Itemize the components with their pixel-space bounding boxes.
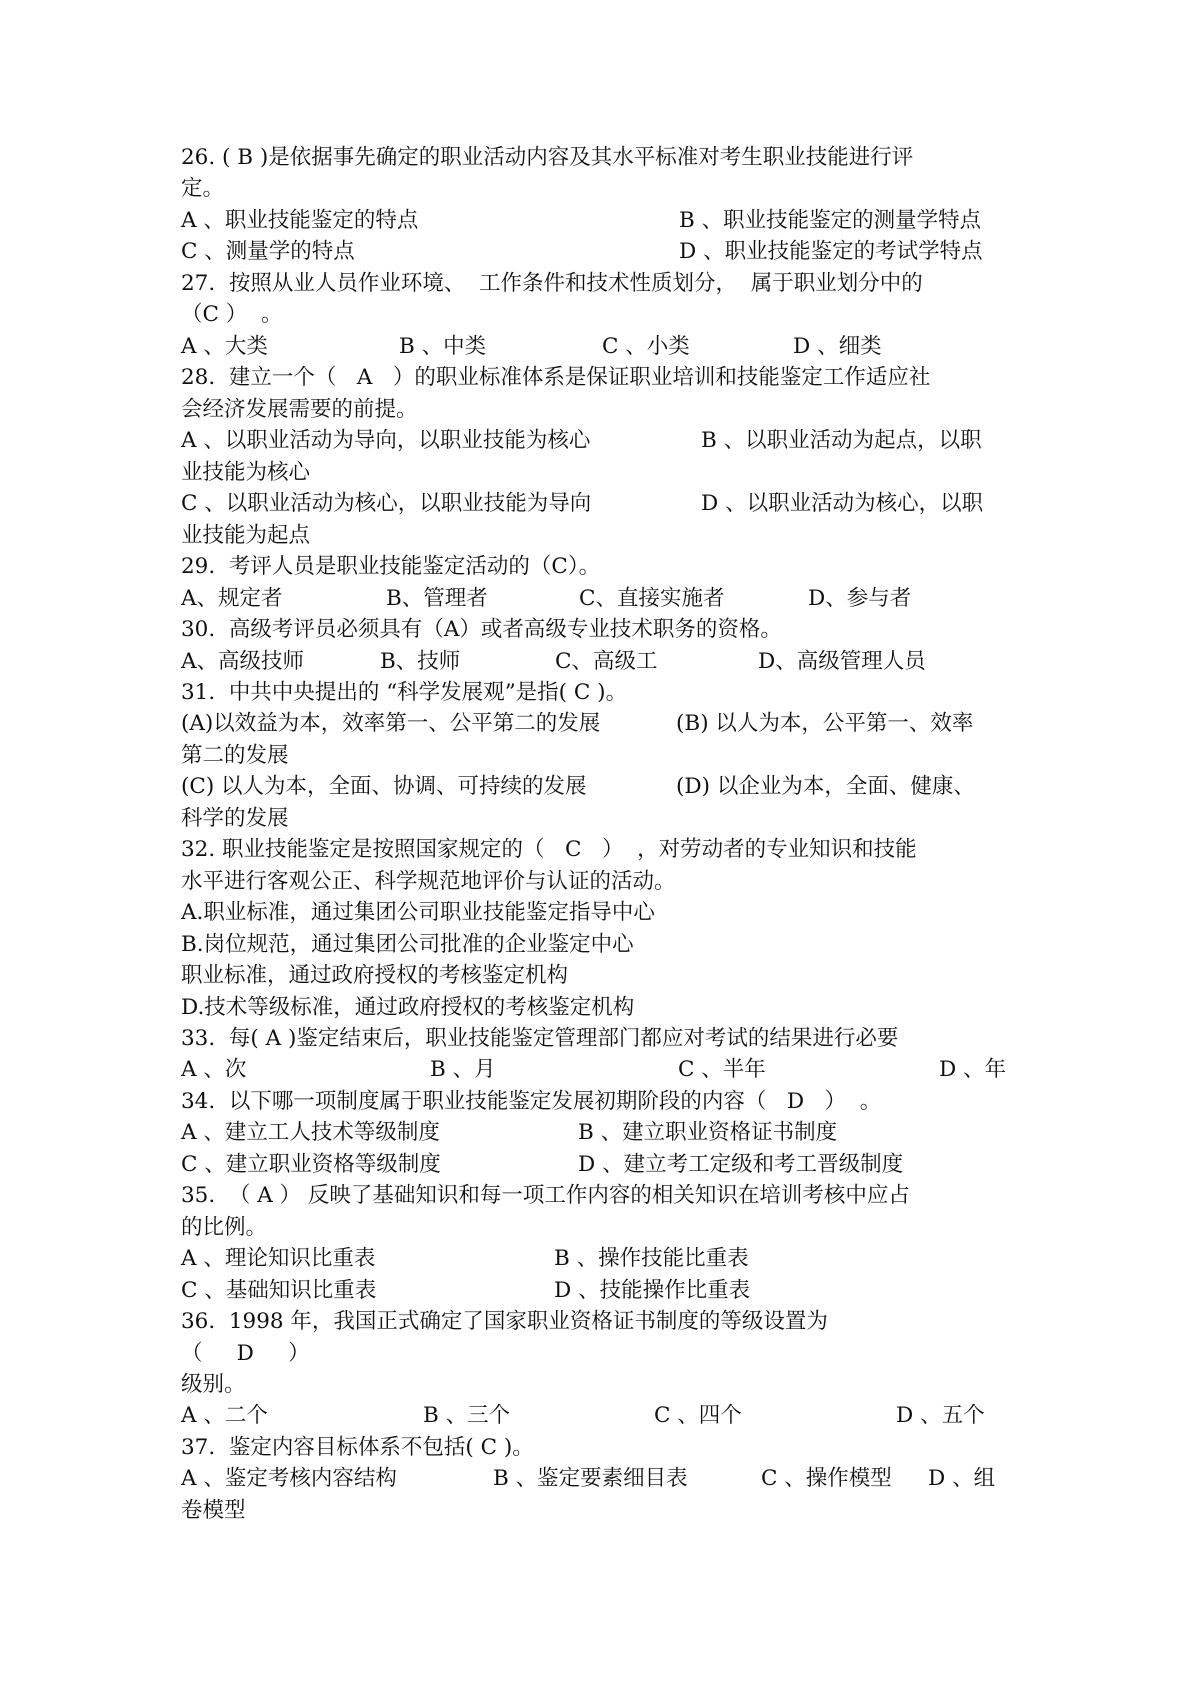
option-a: A、高级技师 <box>181 649 305 674</box>
option-d: D 、以职业活动为核心，以职 <box>701 491 984 516</box>
question-30-stem: 30. 高级考评员必须具有（A）或者高级专业技术职务的资格。 <box>181 617 782 642</box>
question-27-stem-cont: （C ） 。 <box>181 302 283 327</box>
option-d: D 、细类 <box>793 334 882 359</box>
option-a: A 、理论知识比重表 <box>181 1246 376 1271</box>
question-36-stem-blank: （ D ） <box>181 1341 310 1366</box>
question-31-options-row-2 <box>181 771 975 802</box>
option-c: C 、测量学的特点 <box>181 239 355 264</box>
question-33-stem: 33. 每( A )鉴定结束后，职业技能鉴定管理部门都应对考试的结果进行必要 <box>181 1026 899 1051</box>
question-31-option-d-cont: 科学的发展 <box>181 806 289 831</box>
question-26-options-row-2 <box>181 236 983 267</box>
option-d: D 、建立考工定级和考工晋级制度 <box>578 1152 904 1177</box>
question-32-option-a: A.职业标准，通过集团公司职业技能鉴定指导中心 <box>181 900 655 925</box>
option-c: C 、操作模型 <box>761 1466 892 1491</box>
option-c: C 、半年 <box>678 1057 766 1082</box>
option-d: D、参与者 <box>808 586 912 611</box>
question-27-stem: 27. 按照从业人员作业环境、 工作条件和技术性质划分， 属于职业划分中的 <box>181 271 923 296</box>
question-29-stem: 29. 考评人员是职业技能鉴定活动的（C）。 <box>181 554 601 579</box>
option-a: (A)以效益为本，效率第一、公平第二的发展 <box>181 711 601 736</box>
option-b: B 、建立职业资格证书制度 <box>578 1120 838 1145</box>
question-34-options-row-1 <box>181 1117 838 1148</box>
option-d: D 、职业技能鉴定的考试学特点 <box>679 239 983 264</box>
option-d: D、高级管理人员 <box>758 649 926 674</box>
option-c: C、直接实施者 <box>579 586 725 611</box>
question-29-options <box>181 583 912 614</box>
option-d: D 、组 <box>928 1466 996 1491</box>
question-35-stem-cont: 的比例。 <box>181 1215 268 1240</box>
option-a: A、规定者 <box>181 586 283 611</box>
option-c: C 、基础知识比重表 <box>181 1278 377 1303</box>
option-b: B 、鉴定要素细目表 <box>493 1466 688 1491</box>
question-28-stem-cont: 会经济发展需要的前提。 <box>181 397 418 422</box>
question-26-stem-cont: 定。 <box>181 176 225 201</box>
question-28-option-d-cont: 业技能为起点 <box>181 523 311 548</box>
question-34-stem: 34. 以下哪一项制度属于职业技能鉴定发展初期阶段的内容（ D ） 。 <box>181 1089 882 1114</box>
option-c: C 、建立职业资格等级制度 <box>181 1152 441 1177</box>
question-32-option-b: B.岗位规范，通过集团公司批准的企业鉴定中心 <box>181 932 634 957</box>
option-a: A 、职业技能鉴定的特点 <box>181 208 419 233</box>
option-b: (B) 以人为本，公平第一、效率 <box>676 711 974 736</box>
option-a: A 、以职业活动为导向，以职业技能为核心 <box>181 428 591 453</box>
option-c: (C) 以人为本，全面、协调、可持续的发展 <box>181 774 587 799</box>
question-26-stem: 26. ( B )是依据事先确定的职业活动内容及其水平标准对考生职业技能进行评 <box>181 145 914 170</box>
question-36-stem: 36. 1998 年，我国正式确定了国家职业资格证书制度的等级设置为 <box>181 1309 828 1334</box>
option-d: D 、技能操作比重表 <box>554 1278 751 1303</box>
option-b: B 、操作技能比重表 <box>554 1246 749 1271</box>
option-d: D 、五个 <box>896 1403 985 1428</box>
question-32-option-d: D.技术等级标准，通过政府授权的考核鉴定机构 <box>181 995 635 1020</box>
option-b: B 、以职业活动为起点，以职 <box>701 428 982 453</box>
option-b: B 、三个 <box>423 1403 511 1428</box>
question-37-option-d-cont: 卷模型 <box>181 1498 246 1523</box>
question-28-options-row-2 <box>181 488 984 519</box>
option-c: C 、小类 <box>602 334 690 359</box>
option-a: A 、二个 <box>181 1403 268 1428</box>
option-a: A 、次 <box>181 1057 247 1082</box>
option-c: C 、四个 <box>654 1403 742 1428</box>
question-37-stem: 37. 鉴定内容目标体系不包括( C )。 <box>181 1435 534 1460</box>
question-32-stem-cont: 水平进行客观公正、科学规范地评价与认证的活动。 <box>181 869 676 894</box>
option-d: (D) 以企业为本，全面、健康、 <box>676 774 975 799</box>
question-36-options <box>181 1400 985 1431</box>
question-26-options-row-1 <box>181 205 982 236</box>
question-28-options-row-1 <box>181 425 982 456</box>
question-35-options-row-2 <box>181 1275 751 1306</box>
question-28-option-b-cont: 业技能为核心 <box>181 460 311 485</box>
option-c: C 、以职业活动为核心，以职业技能为导向 <box>181 491 592 516</box>
option-a: A 、鉴定考核内容结构 <box>181 1466 397 1491</box>
option-b: B 、职业技能鉴定的测量学特点 <box>679 208 982 233</box>
question-27-options <box>181 331 882 362</box>
option-a: A 、大类 <box>181 334 268 359</box>
question-33-options <box>181 1054 1007 1085</box>
option-d: D 、年 <box>939 1057 1007 1082</box>
question-31-options-row-1 <box>181 708 974 739</box>
option-a: A 、建立工人技术等级制度 <box>181 1120 440 1145</box>
question-31-stem: 31. 中共中央提出的 “科学发展观”是指( C )。 <box>181 680 628 705</box>
question-36-stem-cont: 级别。 <box>181 1372 246 1397</box>
question-35-options-row-1 <box>181 1243 749 1274</box>
option-b: B 、中类 <box>399 334 487 359</box>
question-30-options <box>181 646 926 677</box>
question-28-stem: 28. 建立一个（ A ）的职业标准体系是保证职业培训和技能鉴定工作适应社 <box>181 365 931 390</box>
option-c: C、高级工 <box>555 649 658 674</box>
option-b: B、技师 <box>380 649 461 674</box>
question-31-option-b-cont: 第二的发展 <box>181 743 289 768</box>
question-32-option-c: 职业标准，通过政府授权的考核鉴定机构 <box>181 963 569 988</box>
option-b: B 、月 <box>430 1057 496 1082</box>
option-b: B、管理者 <box>386 586 488 611</box>
question-35-stem: 35. （ A ） 反映了基础知识和每一项工作内容的相关知识在培训考核中应占 <box>181 1183 910 1208</box>
question-34-options-row-2 <box>181 1149 904 1180</box>
question-32-stem: 32. 职业技能鉴定是按照国家规定的（ C ） ，对劳动者的专业知识和技能 <box>181 837 917 862</box>
question-37-options <box>181 1463 996 1494</box>
